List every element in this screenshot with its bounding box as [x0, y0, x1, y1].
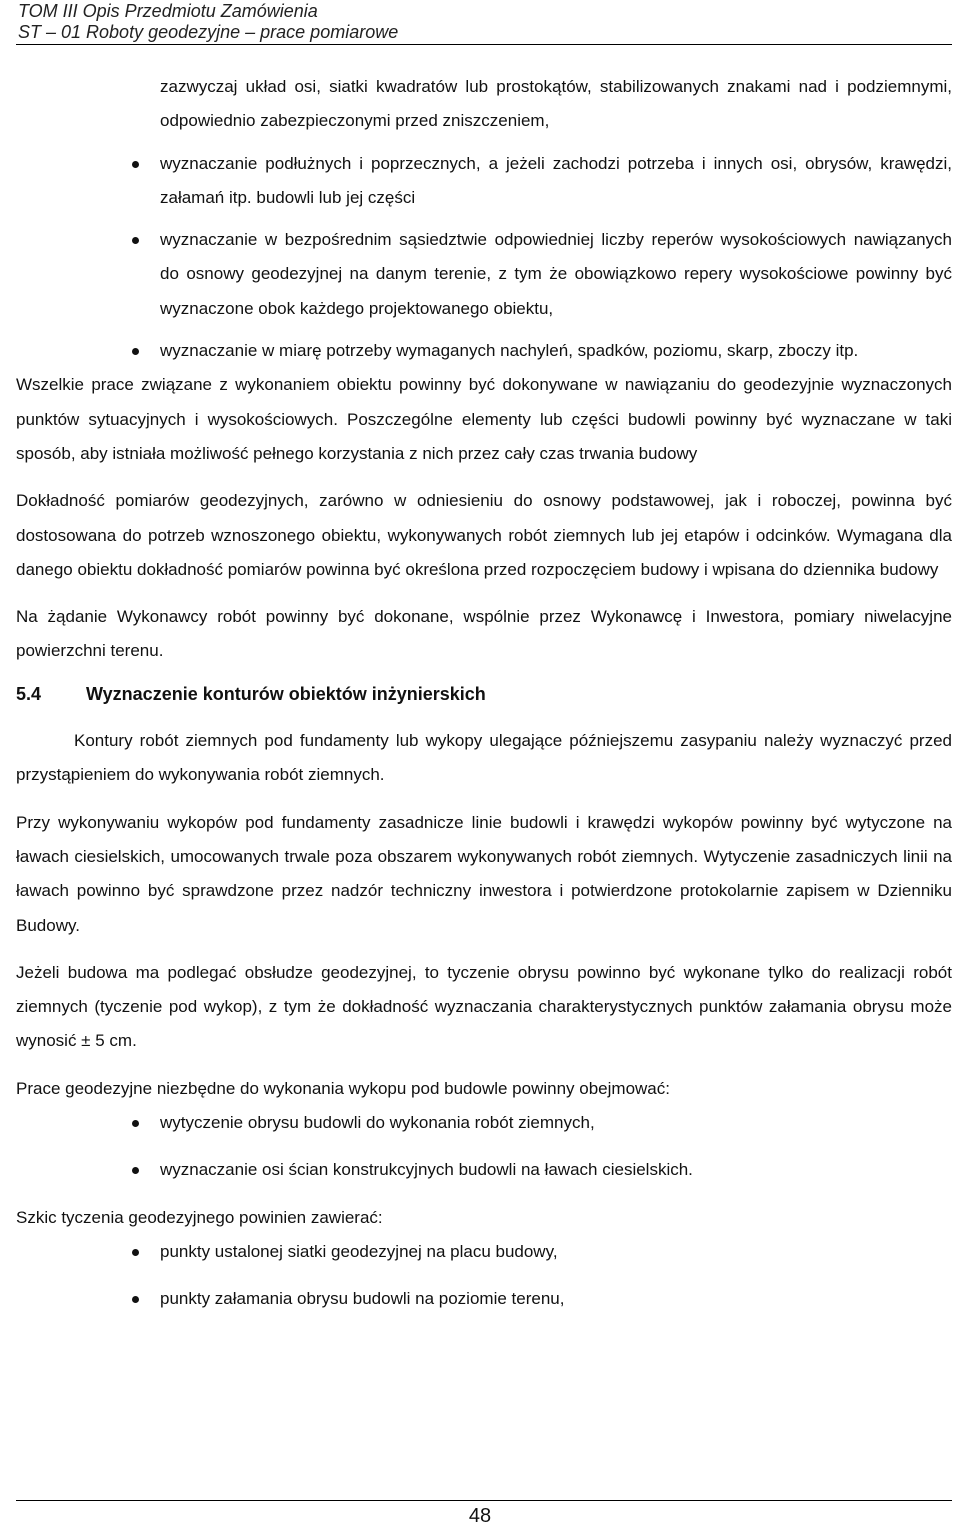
footer-divider: [16, 1500, 952, 1501]
section-heading: [16, 677, 952, 711]
paragraph: Na żądanie Wykonawcy robót powinny być dokonane, wspólnie przez Wykonawcę i Inwestora, pomiary niwelacyjne powierzchni terenu.: [16, 607, 952, 661]
list-item: zazwyczaj układ osi, siatki kwadratów lub prostokątów, stabilizowanych znakami nad i podziemnymi, odpowiednio zabezpieczonymi przed zniszczeniem,: [160, 77, 952, 131]
paragraph: Dokładność pomiarów geodezyjnych, zarówno w odniesieniu do osnowy podstawowej, jak i roboczej, powinna być dostosowana do potrzeb wznoszonego obiektu, wykonywanych robót ziemnych lub jej etapów i odcinków. Wymagana dla danego obiektu dokładność pomiarów powinna być określona przed rozpoczęciem budowy i wpisana do dziennika budowy: [16, 491, 952, 579]
bullet-list-1: [16, 70, 952, 368]
list-item: wytyczenie obrysu budowli do wykonania robót ziemnych,: [16, 1106, 952, 1140]
bullet-icon: [132, 1120, 139, 1127]
header-subtitle: ST – 01 Roboty geodezyjne – prace pomiarowe: [18, 22, 399, 42]
list-item: punkty ustalonej siatki geodezyjnej na placu budowy,: [16, 1235, 952, 1269]
header-title: TOM III Opis Przedmiotu Zamówienia: [18, 1, 318, 21]
paragraph: Kontury robót ziemnych pod fundamenty lub wykopy ulegające późniejszemu zasypaniu należy wyznaczyć przed przystąpieniem do wykonywania robót ziemnych.: [16, 731, 952, 785]
paragraph: Przy wykonywaniu wykopów pod fundamenty zasadnicze linie budowli i krawędzi wykopów powinny być wytyczone na ławach ciesielskich, umocowanych trwale poza obszarem wykonywanych robót ziemnych. Wytyczenie zasadniczych linii na ławach powinno być sprawdzone przez nadzór techniczny inwestora i potwierdzone protokolarnie zapisem w Dzienniku Budowy.: [16, 812, 952, 935]
section-title: Wyznaczenie konturów obiektów inżynierskich: [86, 683, 486, 704]
header-divider: [16, 44, 952, 45]
bullet-icon: [132, 1249, 139, 1256]
bullet-icon: [132, 1296, 139, 1303]
paragraph: Jeżeli budowa ma podlegać obsłudze geodezyjnej, to tyczenie obrysu powinno być wykonane tylko do realizacji robót ziemnych (tyczenie pod wykop), z tym że dokładność wyznaczania charakterystycznych punktów załamania obrysu może wynosić ± 5 cm.: [16, 962, 952, 1051]
list-item: wyznaczanie podłużnych i poprzecznych, a jeżeli zachodzi potrzeba i innych osi, obrysów, krawędzi, załamań itp. budowli lub jej części: [16, 147, 952, 216]
bullet-icon: [132, 348, 139, 355]
paragraph: Wszelkie prace związane z wykonaniem obiektu powinny być dokonywane w nawiązaniu do geodezyjnie wyznaczonych punktów sytuacyjnych i wysokościowych. Poszczególne elementy lub części budowli powinny być wyznaczane w taki sposób, aby istniała możliwość pełnego korzystania z nich przez cały czas trwania budowy: [16, 375, 952, 463]
bullet-icon: [132, 161, 139, 168]
paragraph: Prace geodezyjne niezbędne do wykonania wykopu pod budowle powinny obejmować:: [16, 1078, 670, 1098]
bullet-icon: [132, 1167, 139, 1174]
document-body: [16, 70, 952, 1317]
bullet-list-2: [16, 1106, 952, 1188]
page-number: 48: [468, 1505, 492, 1527]
paragraph: Szkic tyczenia geodezyjnego powinien zawierać:: [16, 1207, 383, 1227]
section-number: 5.4: [16, 683, 42, 704]
list-item: wyznaczanie osi ścian konstrukcyjnych budowli na ławach ciesielskich.: [16, 1153, 952, 1187]
list-item: wyznaczanie w miarę potrzeby wymaganych nachyleń, spadków, poziomu, skarp, zboczy itp.: [16, 334, 952, 368]
bullet-list-3: [16, 1235, 952, 1317]
list-item: punkty załamania obrysu budowli na poziomie terenu,: [16, 1282, 952, 1316]
bullet-icon: [132, 237, 139, 244]
list-item: wyznaczanie w bezpośrednim sąsiedztwie odpowiedniej liczby reperów wysokościowych nawiązanych do osnowy geodezyjnej na danym terenie, z tym że obowiązkowo repery wysokościowe powinny być wyznaczone obok każdego projektowanego obiektu,: [16, 223, 952, 326]
